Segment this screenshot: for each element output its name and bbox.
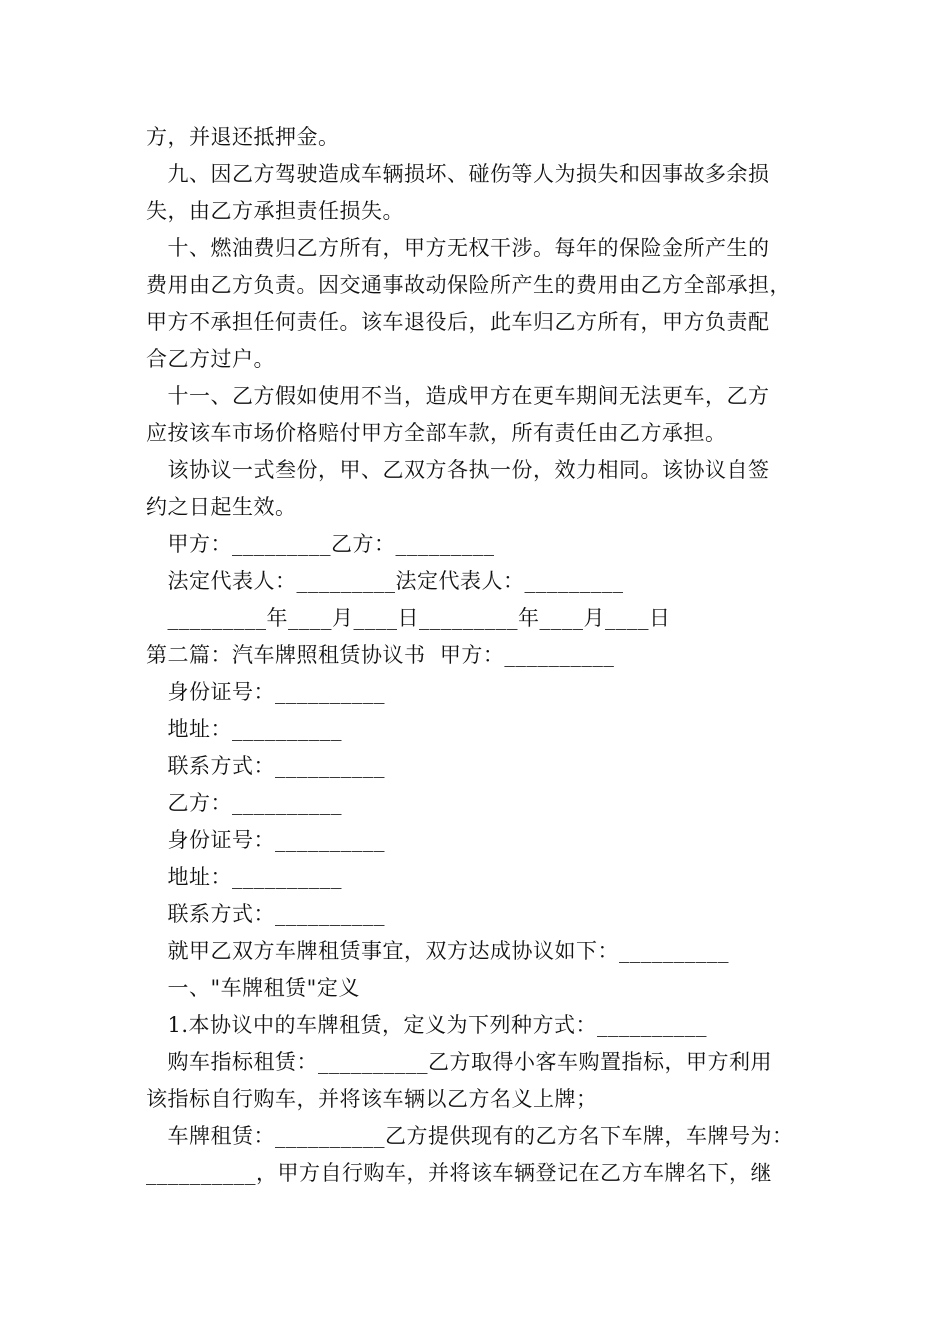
text-line: 地址：__________ — [146, 865, 343, 889]
text-line: 十一、乙方假如使用不当，造成甲方在更车期间无法更车，乙方 — [146, 384, 770, 408]
section-heading: 第二篇：汽车牌照租赁协议书 甲方：__________ — [146, 643, 615, 667]
text-line: 合乙方过户。 — [146, 347, 275, 371]
text-line: 十、燃油费归乙方所有，甲方无权干涉。每年的保险金所产生的 — [146, 236, 770, 260]
text-line: 联系方式：__________ — [146, 754, 386, 778]
text-line: 该协议一式叁份，甲、乙双方各执一份，效力相同。该协议自签 — [146, 458, 770, 482]
text-line: 一、"车牌租赁"定义 — [146, 976, 360, 1000]
text-line: 方，并退还抵押金。 — [146, 125, 340, 149]
text-line: 失，由乙方承担责任损失。 — [146, 199, 404, 223]
text-line: 费用由乙方负责。因交通事故动保险所产生的费用由乙方全部承担， — [146, 273, 791, 297]
text-line: 1.本协议中的车牌租赁，定义为下列种方式：__________ — [146, 1013, 708, 1037]
text-line: 约之日起生效。 — [146, 495, 297, 519]
text-line: _________年____月____日_________年____月____日 — [146, 606, 671, 630]
text-line: 车牌租赁：__________乙方提供现有的乙方名下车牌，车牌号为： — [146, 1124, 794, 1148]
text-line: 购车指标租赁：__________乙方取得小客车购置指标，甲方利用 — [146, 1050, 773, 1074]
text-line: 就甲乙双方车牌租赁事宜，双方达成协议如下：__________ — [146, 939, 730, 963]
text-line: 甲方不承担任何责任。该车退役后，此车归乙方所有，甲方负责配 — [146, 310, 770, 334]
text-line: 法定代表人：_________法定代表人：_________ — [146, 569, 624, 593]
text-line: __________，甲方自行购车，并将该车辆登记在乙方车牌名下，继 — [146, 1161, 772, 1185]
text-line: 身份证号：__________ — [146, 680, 386, 704]
text-line: 甲方：_________乙方：_________ — [146, 532, 495, 556]
text-line: 该指标自行购车，并将该车辆以乙方名义上牌； — [146, 1087, 598, 1111]
text-line: 应按该车市场价格赔付甲方全部车款，所有责任由乙方承担。 — [146, 421, 727, 445]
text-line: 身份证号：__________ — [146, 828, 386, 852]
text-line: 九、因乙方驾驶造成车辆损坏、碰伤等人为损失和因事故多余损 — [146, 162, 770, 186]
text-line: 联系方式：__________ — [146, 902, 386, 926]
text-line: 乙方：__________ — [146, 791, 343, 815]
text-line: 地址：__________ — [146, 717, 343, 741]
